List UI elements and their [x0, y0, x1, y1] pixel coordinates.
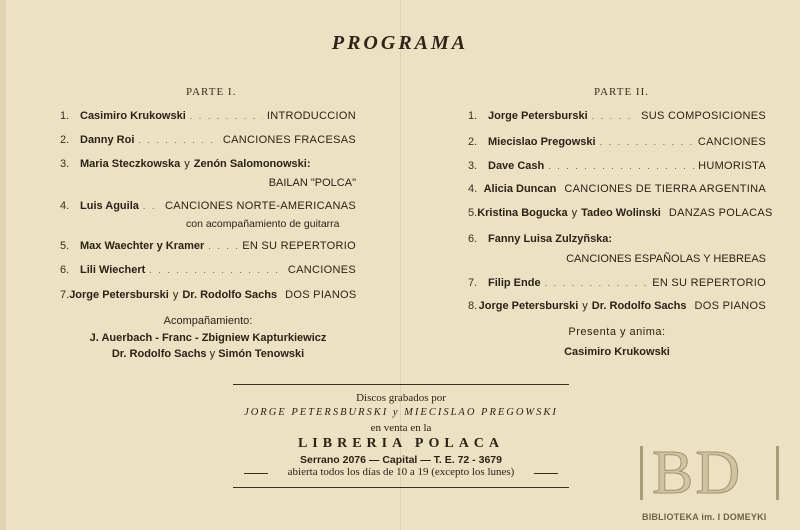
item-number: 7.: [468, 277, 478, 289]
act: CANCIONES: [697, 136, 766, 148]
performer: Filip Ende: [488, 277, 541, 289]
item-number: 1.: [468, 110, 478, 122]
part2-item-5: [468, 207, 773, 223]
act: INTRODUCCION: [266, 110, 356, 122]
item-number: 3.: [468, 160, 478, 172]
performer: Alicia Duncan: [483, 183, 557, 195]
store-name: LIBRERIA POLACA: [297, 436, 505, 451]
presenter: Casimiro Krukowski: [564, 346, 670, 358]
part1-item-7: [60, 289, 356, 305]
part1-item-6: [60, 264, 356, 280]
part2-item-8: [468, 300, 766, 316]
leader-dots: [548, 161, 694, 171]
footer-bottom-rule: [233, 487, 569, 488]
joiner: y: [209, 348, 216, 360]
part2-item-1: [468, 110, 766, 126]
store-hours: abierta todos los días de 10 a 19 (excepto los lunes): [287, 466, 515, 478]
part2-item-7: [468, 277, 766, 293]
page-title: PROGRAMA: [331, 32, 469, 54]
accompaniment-line1: J. Auerbach - Franc - Zbigniew Kapturkiewicz: [89, 332, 327, 344]
act: DANZAS POLACAS: [668, 207, 773, 219]
accompanist: Dr. Rodolfo Sachs: [111, 348, 207, 360]
page-edge: [0, 0, 6, 530]
joiner: y: [571, 207, 578, 219]
footer-line3: en venta en la: [370, 422, 432, 434]
item-number: 6.: [468, 233, 478, 245]
logo-letters: BD: [652, 439, 743, 507]
logo-bar-left: [640, 446, 643, 500]
footer-line1: Discos grabados por: [356, 392, 446, 404]
part2-heading: PARTE II.: [594, 86, 649, 98]
item-number: 6.: [60, 264, 70, 276]
act: EN SU REPERTORIO: [242, 240, 356, 252]
part1-item-2: [60, 134, 356, 150]
item-number: 4.: [60, 200, 70, 212]
joiner: y: [172, 289, 179, 301]
leader-dots: [600, 137, 694, 147]
item-number: 2.: [60, 134, 70, 146]
part1-item-1: [60, 110, 356, 126]
performer: Maria Steczkowska: [80, 158, 181, 170]
act: CANCIONES FRACESAS: [222, 134, 356, 146]
part1-item-3-act: BAILAN "POLCA": [268, 177, 356, 189]
part1-item-3: [60, 158, 356, 174]
part1-item-4-note: con acompañamiento de guitarra: [186, 218, 340, 230]
act: EN SU REPERTORIO: [652, 277, 766, 289]
logo-bar-right: [776, 446, 779, 500]
performer: Jorge Petersburski: [478, 300, 579, 312]
performer: Max Waechter y Kramer: [80, 240, 205, 252]
performer: Jorge Petersburski: [69, 289, 169, 301]
part2-item-6-act: CANCIONES ESPAÑOLAS Y HEBREAS: [566, 253, 766, 265]
joiner: y: [582, 300, 588, 312]
item-number: 5.: [60, 240, 70, 252]
item-number: 2.: [468, 136, 478, 148]
accompaniment-line2: [60, 348, 356, 360]
act: CANCIONES: [287, 264, 356, 276]
performer: Dr. Rodolfo Sachs: [182, 289, 278, 301]
leader-dots: [138, 135, 218, 145]
footer-top-rule: [233, 384, 569, 385]
item-number: 8.: [468, 300, 478, 312]
footer-line2: JORGE PETERSBURSKI y MIECISLAO PREGOWSKI: [244, 407, 558, 418]
performer: Danny Roi: [80, 134, 135, 146]
part1-item-4: [60, 200, 356, 216]
part2-item-2: [468, 136, 766, 152]
act: HUMORISTA: [698, 160, 766, 172]
item-number: 7.: [60, 289, 70, 301]
performer: Luis Aguila: [80, 200, 139, 212]
part1-heading: PARTE I.: [186, 86, 237, 98]
part1-item-5: [60, 240, 356, 256]
leader-dots: [208, 241, 238, 251]
act: SUS COMPOSICIONES: [641, 110, 766, 122]
item-number: 4.: [468, 183, 478, 195]
act: CANCIONES DE TIERRA ARGENTINA: [564, 183, 766, 195]
library-logo: [634, 438, 794, 524]
act: CANCIONES NORTE-AMERICANAS: [165, 200, 356, 212]
part2-item-6: [468, 233, 766, 249]
item-number: 1.: [60, 110, 70, 122]
performer: Dr. Rodolfo Sachs: [591, 300, 687, 312]
performer: Kristina Bogucka: [477, 207, 568, 219]
performer: Casimiro Krukowski: [80, 110, 186, 122]
item-number: 3.: [60, 158, 70, 170]
accompaniment-label: Acompañamiento:: [163, 315, 253, 327]
part2-item-4: [468, 183, 766, 199]
performer: Zenón Salomonowski:: [193, 158, 311, 170]
store-address: Serrano 2076 — Capital — T. E. 72 - 3679: [300, 454, 502, 466]
hours-rule-right: [534, 473, 558, 474]
performer: Miecislao Pregowski: [488, 136, 596, 148]
performer: Dave Cash: [488, 160, 545, 172]
performer: Lili Wiechert: [80, 264, 146, 276]
leader-dots: [592, 111, 637, 121]
leader-dots: [149, 265, 284, 275]
act: DOS PIANOS: [694, 300, 766, 312]
performer: Fanny Luisa Zulzyñska:: [488, 233, 613, 245]
act: DOS PIANOS: [285, 289, 357, 301]
performer: Jorge Petersburski: [488, 110, 588, 122]
item-number: 5.: [468, 207, 478, 219]
part2-item-3: [468, 160, 766, 176]
joiner: y: [184, 158, 190, 170]
leader-dots: [190, 111, 263, 121]
logo-text: BIBLIOTEKA im. I DOMEYKI: [642, 512, 767, 522]
presenter-label: Presenta y anima:: [568, 326, 666, 338]
performer: Tadeo Wolinski: [581, 207, 661, 219]
leader-dots: [545, 278, 649, 288]
accompanist: Simón Tenowski: [218, 348, 305, 360]
leader-dots: [143, 201, 161, 211]
